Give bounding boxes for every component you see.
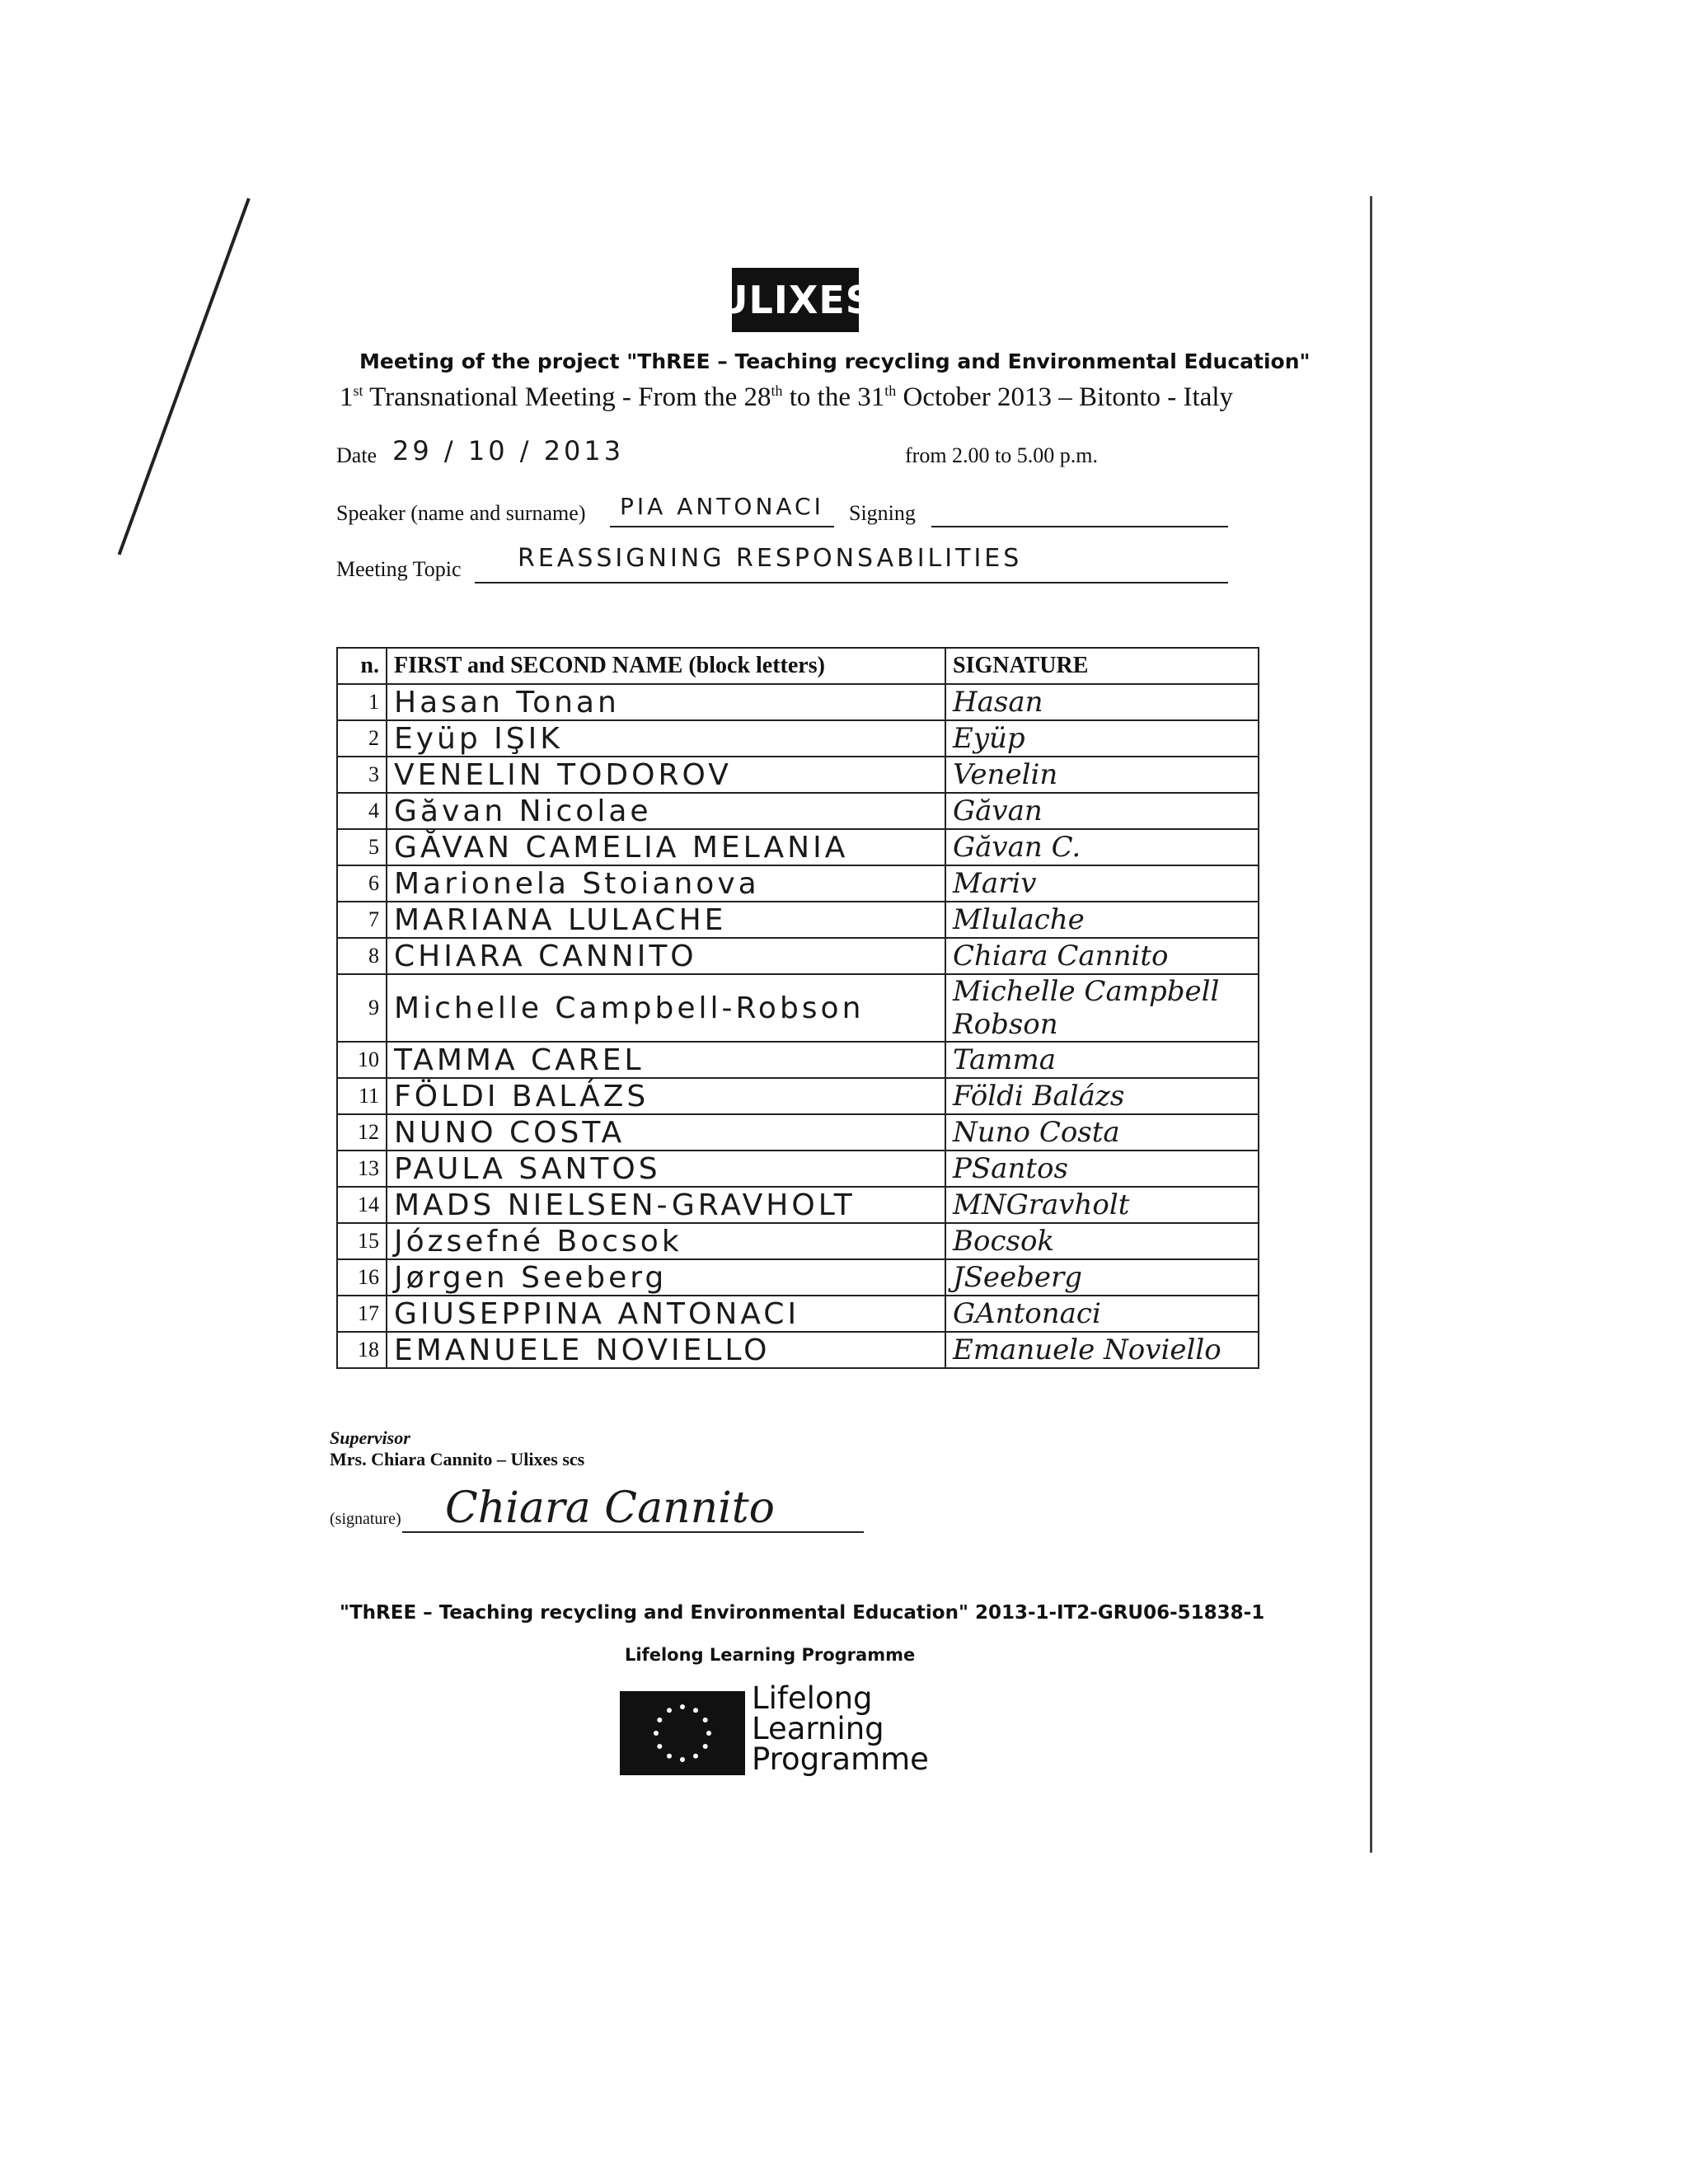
participant-signature: Găvan C.	[945, 829, 1259, 865]
participant-signature: Mlulache	[945, 902, 1259, 938]
table-row	[337, 1151, 1259, 1187]
supervisor-label: Supervisor	[330, 1427, 410, 1448]
table-row	[337, 1042, 1259, 1078]
table-row	[337, 865, 1259, 902]
table-row	[337, 1259, 1259, 1296]
eu-star	[693, 1754, 698, 1759]
table-row	[337, 684, 1259, 720]
logo-line-3: Programme	[752, 1741, 929, 1777]
participant-name: FÖLDI BALÁZS	[387, 1078, 945, 1114]
table-row	[337, 1114, 1259, 1151]
row-number: 14	[337, 1187, 387, 1223]
supervisor-name: Mrs. Chiara Cannito – Ulixes scs	[330, 1449, 585, 1469]
participant-name: VENELIN TODOROV	[387, 757, 945, 793]
eu-star	[693, 1708, 698, 1713]
participant-name: GIUSEPPINA ANTONACI	[387, 1296, 945, 1332]
participant-signature: Găvan	[945, 793, 1259, 829]
programme-name: Lifelong Learning Programme	[625, 1645, 916, 1665]
table-row	[337, 1223, 1259, 1259]
table-row	[337, 1187, 1259, 1223]
signing-underline	[931, 526, 1228, 527]
supervisor-signature-label: (signature)	[330, 1510, 401, 1528]
participant-signature: Michelle Campbell Robson	[945, 974, 1259, 1042]
lifelong-learning-logo-text	[752, 1680, 929, 1777]
attendance-rows	[337, 684, 1259, 1368]
margin-slash-line	[118, 198, 251, 555]
participant-name: Hasan Tonan	[387, 684, 945, 720]
participant-name: NUNO COSTA	[387, 1114, 945, 1151]
header-number: n.	[337, 648, 387, 684]
time-range: from 2.00 to 5.00 p.m.	[905, 443, 1098, 467]
eu-star	[703, 1718, 708, 1722]
date-label: Date	[336, 443, 377, 467]
participant-signature: Venelin	[945, 757, 1259, 793]
participant-name: Găvan Nicolae	[387, 793, 945, 829]
row-number: 7	[337, 902, 387, 938]
participant-signature: Nuno Costa	[945, 1114, 1259, 1151]
participant-name: PAULA SANTOS	[387, 1151, 945, 1187]
row-number: 9	[337, 974, 387, 1042]
header-name: FIRST and SECOND NAME (block letters)	[387, 648, 945, 684]
ulixes-logo: ULIXES	[732, 268, 859, 332]
participant-signature: Emanuele Noviello	[945, 1332, 1259, 1368]
scan-edge-line	[1370, 196, 1372, 1853]
participant-name: Marionela Stoianova	[387, 865, 945, 902]
date-value: 29 / 10 / 2013	[392, 435, 625, 466]
table-row	[337, 902, 1259, 938]
row-number: 11	[337, 1078, 387, 1114]
logo-line-2: Learning	[752, 1711, 884, 1746]
participant-name: TAMMA CAREL	[387, 1042, 945, 1078]
participant-signature: Mariv	[945, 865, 1259, 902]
row-number: 1	[337, 684, 387, 720]
meeting-subtitle: 1st Transnational Meeting - From the 28th to the 31th October 2013 – Bitonto - Italy	[340, 382, 1234, 412]
table-row	[337, 720, 1259, 757]
table-row	[337, 974, 1259, 1042]
participant-name: EMANUELE NOVIELLO	[387, 1332, 945, 1368]
participant-signature: GAntonaci	[945, 1296, 1259, 1332]
speaker-value: PIA ANTONACI	[620, 493, 824, 520]
speaker-underline	[610, 526, 834, 527]
participant-signature: Eyüp	[945, 720, 1259, 757]
header-signature: SIGNATURE	[945, 648, 1259, 684]
logo-line-1: Lifelong	[752, 1680, 873, 1716]
topic-label: Meeting Topic	[336, 557, 462, 581]
participant-name: MADS NIELSEN-GRAVHOLT	[387, 1187, 945, 1223]
table-row	[337, 1078, 1259, 1114]
participant-signature: Hasan	[945, 684, 1259, 720]
eu-star	[680, 1757, 685, 1762]
participant-signature: Tamma	[945, 1042, 1259, 1078]
participant-name: MARIANA LULACHE	[387, 902, 945, 938]
table-row	[337, 757, 1259, 793]
attendance-table	[336, 647, 1259, 1369]
participant-name: Michelle Campbell-Robson	[387, 974, 945, 1042]
topic-underline	[475, 582, 1228, 583]
speaker-label: Speaker (name and surname)	[336, 501, 586, 525]
eu-star	[654, 1731, 659, 1736]
eu-star	[703, 1744, 708, 1749]
participant-name: Eyüp IŞIK	[387, 720, 945, 757]
row-number: 13	[337, 1151, 387, 1187]
participant-signature: Chiara Cannito	[945, 938, 1259, 974]
eu-star	[667, 1754, 672, 1759]
table-row	[337, 938, 1259, 974]
row-number: 12	[337, 1114, 387, 1151]
supervisor-signature-line	[402, 1531, 864, 1533]
row-number: 5	[337, 829, 387, 865]
participant-name: GĂVAN CAMELIA MELANIA	[387, 829, 945, 865]
eu-star	[706, 1731, 711, 1736]
table-header-row	[337, 648, 1259, 684]
participant-name: Józsefné Bocsok	[387, 1223, 945, 1259]
eu-star	[657, 1744, 662, 1749]
participant-signature: PSantos	[945, 1151, 1259, 1187]
meeting-title: Meeting of the project "ThREE – Teaching recycling and Environmental Education"	[359, 349, 1311, 373]
row-number: 17	[337, 1296, 387, 1332]
row-number: 18	[337, 1332, 387, 1368]
eu-star	[667, 1708, 672, 1713]
participant-name: Jørgen Seeberg	[387, 1259, 945, 1296]
supervisor-signature: Chiara Cannito	[445, 1483, 775, 1533]
topic-value: REASSIGNING RESPONSABILITIES	[518, 544, 1023, 573]
row-number: 10	[337, 1042, 387, 1078]
row-number: 15	[337, 1223, 387, 1259]
table-row	[337, 793, 1259, 829]
participant-name: CHIARA CANNITO	[387, 938, 945, 974]
row-number: 16	[337, 1259, 387, 1296]
participant-signature: MNGravholt	[945, 1187, 1259, 1223]
row-number: 4	[337, 793, 387, 829]
table-row	[337, 829, 1259, 865]
participant-signature: Bocsok	[945, 1223, 1259, 1259]
participant-signature: JSeeberg	[945, 1259, 1259, 1296]
table-row	[337, 1296, 1259, 1332]
participant-signature: Földi Balázs	[945, 1078, 1259, 1114]
row-number: 6	[337, 865, 387, 902]
row-number: 8	[337, 938, 387, 974]
table-row	[337, 1332, 1259, 1368]
eu-flag-icon	[620, 1691, 745, 1775]
row-number: 3	[337, 757, 387, 793]
row-number: 2	[337, 720, 387, 757]
eu-star	[680, 1704, 685, 1709]
signing-label: Signing	[849, 501, 916, 525]
eu-star	[657, 1718, 662, 1722]
project-code: "ThREE – Teaching recycling and Environmental Education" 2013-1-IT2-GRU06-51838-1	[340, 1602, 1265, 1624]
